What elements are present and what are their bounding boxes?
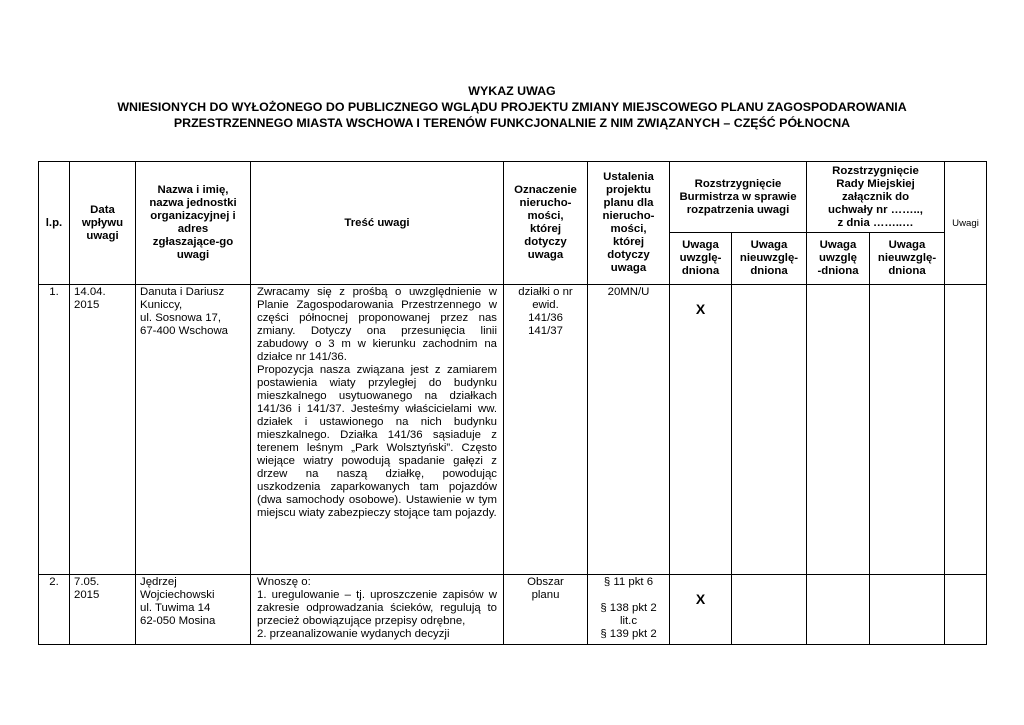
col-header-rada: Rozstrzygnięcie Rady Miejskiej załącznik do uchwały nr …….., z dnia ……..…	[807, 162, 945, 233]
table-row	[39, 285, 987, 575]
row-parcel-designation: Obszar planu	[504, 575, 588, 645]
row-applicant: Jędrzej Wojciechowski ul. Tuwima 14 62-050 Mosina	[136, 575, 251, 645]
col-header-uwagi: Uwagi	[945, 162, 987, 285]
col-header-tresc: Treść uwagi	[251, 162, 504, 285]
row-burmistrz-accepted-mark: X	[670, 285, 732, 575]
row-content	[251, 575, 504, 645]
col-header-ustalenia: Ustalenia projektu planu dla nierucho- mości, której dotyczy uwaga	[588, 162, 670, 285]
row-date: 7.05. 2015	[70, 575, 136, 645]
content-paragraph: Wnoszę o:	[257, 576, 311, 588]
col-header-data: Data wpływu uwagi	[70, 162, 136, 285]
subheader-burmistrz-uwzgledniona: Uwaga uwzglę- dniona	[670, 233, 732, 285]
row-remarks	[945, 285, 987, 575]
row-plan-provisions: 20MN/U	[588, 285, 670, 575]
document-title-2: WNIESIONYCH DO WYŁOŻONEGO DO PUBLICZNEGO WGLĄDU PROJEKTU ZMIANY MIEJSCOWEGO PLANU ZAGOSPODAROWANIA	[117, 100, 907, 114]
col-header-oznaczenie: Oznaczenie nierucho- mości, której dotyczy uwaga	[504, 162, 588, 285]
row-number: 1.	[39, 285, 70, 575]
col-header-nazwa: Nazwa i imię, nazwa jednostki organizacyjnej i adres zgłaszające-go uwagi	[136, 162, 251, 285]
content-paragraph: 1. uregulowanie – tj. uproszczenie zapisów w zakresie odprowadzania ścieków, regulują to przecież obowiązujące przepisy odrębne,	[257, 589, 497, 627]
row-date: 14.04. 2015	[70, 285, 136, 575]
document-title-3: PRZESTRZENNEGO MIASTA WSCHOWA I TERENÓW FUNKCJONALNIE Z NIM ZWIĄZANYCH – CZĘŚĆ PÓŁNOCNA	[173, 116, 851, 130]
row-number: 2.	[39, 575, 70, 645]
remarks-table	[38, 161, 987, 645]
subheader-burmistrz-nieuwzgledniona: Uwaga nieuwzglę- dniona	[732, 233, 807, 285]
row-content	[251, 285, 504, 575]
content-paragraph: 2. przeanalizowanie wydanych decyzji	[257, 628, 450, 640]
content-paragraph: Zwracamy się z prośbą o uwzględnienie w Planie Zagospodarowania Przestrzennego w części północnej proponowanej przez nas zmiany. Dotyczy ona przesunięcia linii zabudowy o 3 m w kierunku zachodnim na działce nr 141/36.	[257, 286, 497, 363]
row-rada-accepted	[807, 285, 870, 575]
row-burmistrz-rejected	[732, 285, 807, 575]
row-burmistrz-rejected	[732, 575, 807, 645]
subheader-rada-uwzgledniona: Uwaga uwzglę -dniona	[807, 233, 870, 285]
row-rada-rejected	[870, 285, 945, 575]
col-header-burmistrz: Rozstrzygnięcie Burmistrza w sprawie rozpatrzenia uwagi	[670, 162, 807, 233]
row-rada-accepted	[807, 575, 870, 645]
table-header-row	[39, 162, 987, 233]
row-applicant: Danuta i Dariusz Kuniccy, ul. Sosnowa 17, 67-400 Wschowa	[136, 285, 251, 575]
col-header-lp: l.p.	[39, 162, 70, 285]
content-paragraph: Propozycja nasza związana jest z zamiarem postawienia wiaty przyległej do budynku mieszkalnego usytuowanego na działkach 141/36 i 141/37. Jesteśmy właścicielami ww. działek i ustawionego na nich budynku mieszkalnego. Działka 141/36 sąsiaduje z terenem leśnym „Park Wolsztyński”. Często wiejące wiatry powodują spadanie gałęzi z drzew na naszą działkę, powodując uszkodzenia zaparkowanych tam pojazdów (dwa samochody osobowe). Ustawienie w tym miejscu wiaty zabezpieczy stojące tam pojazdy.	[257, 364, 497, 519]
table-row	[39, 575, 987, 645]
subheader-rada-nieuwzgledniona: Uwaga nieuwzglę- dniona	[870, 233, 945, 285]
row-burmistrz-accepted-mark: X	[670, 575, 732, 645]
row-remarks	[945, 575, 987, 645]
row-plan-provisions: § 11 pkt 6 § 138 pkt 2 lit.c § 139 pkt 2	[588, 575, 670, 645]
row-rada-rejected	[870, 575, 945, 645]
row-parcel-designation: działki o nr ewid. 141/36 141/37	[504, 285, 588, 575]
document-title-1: WYKAZ UWAG	[468, 84, 556, 98]
